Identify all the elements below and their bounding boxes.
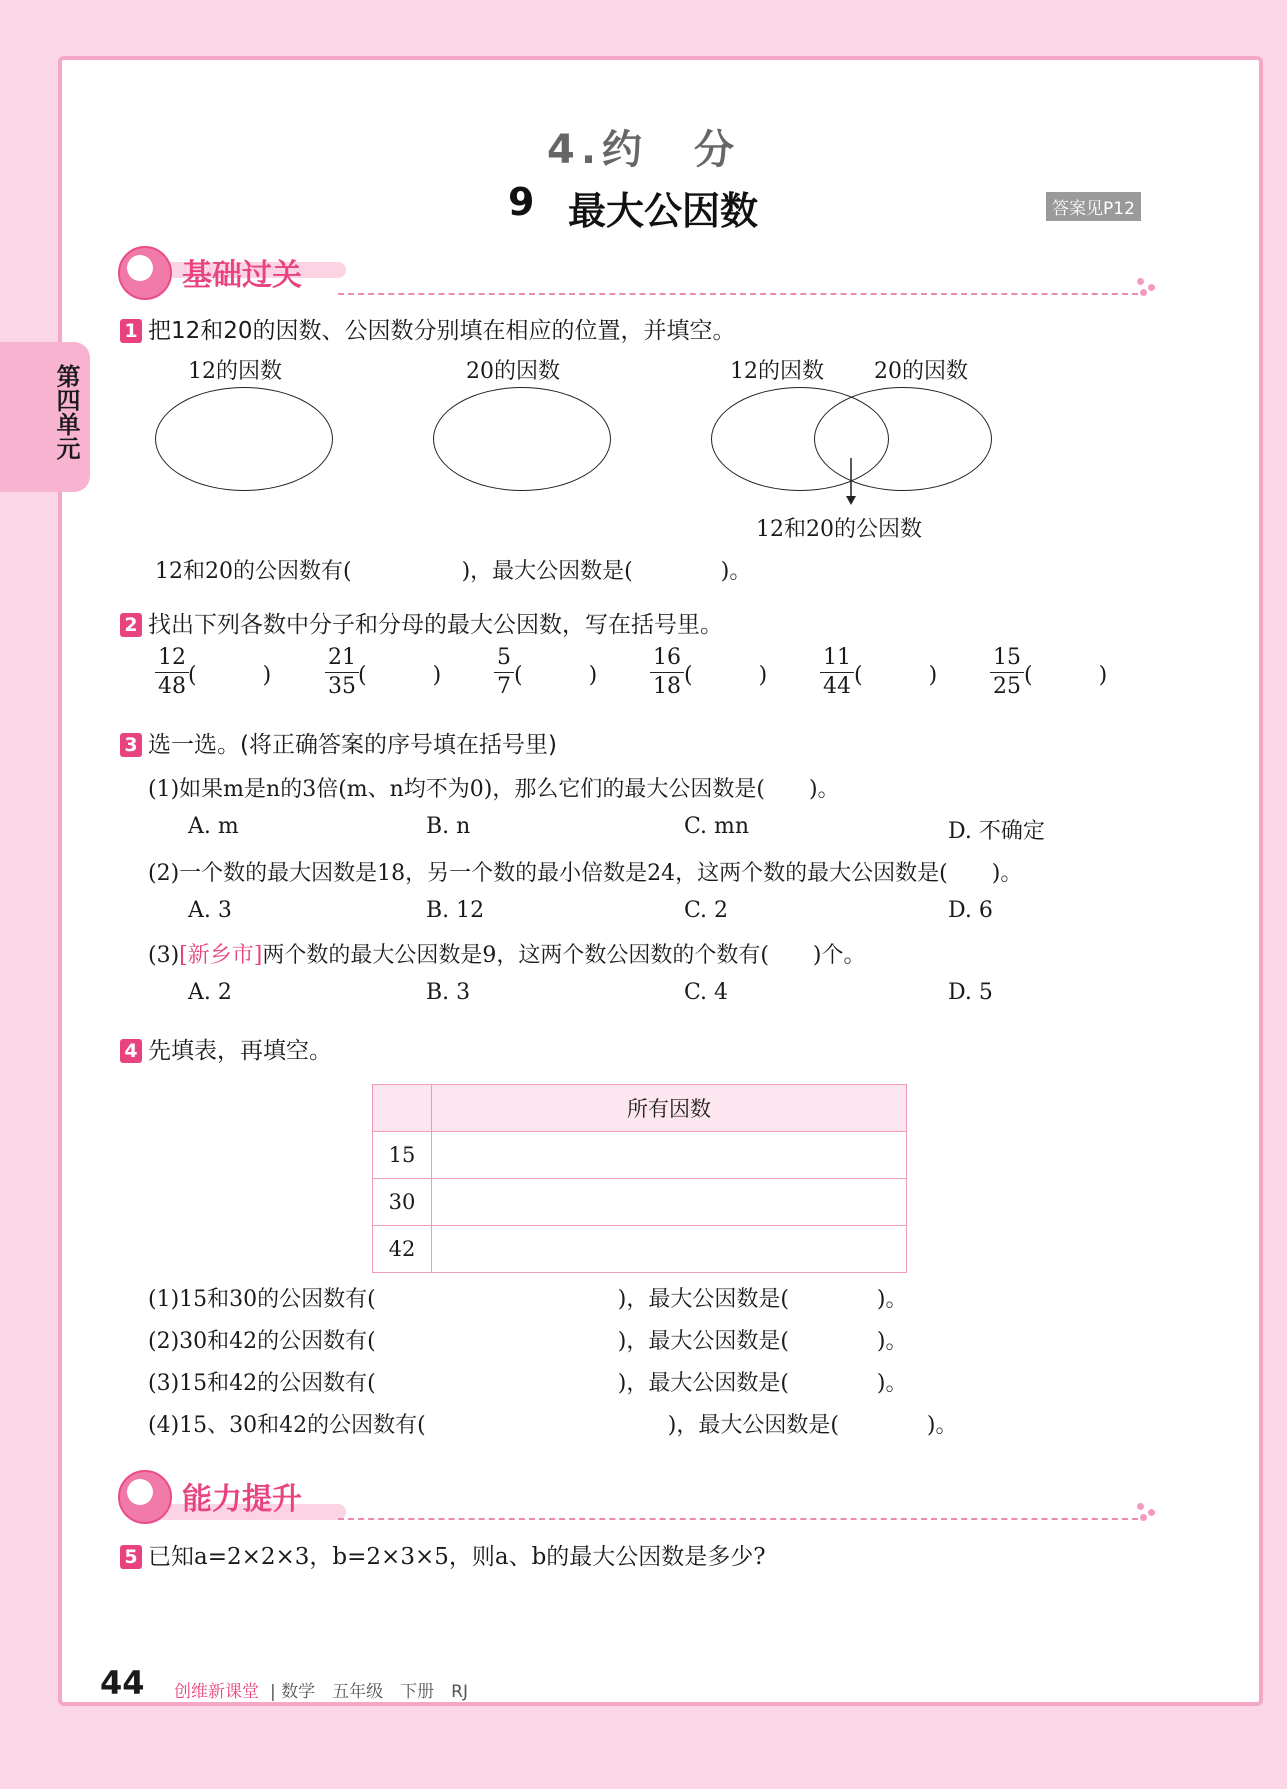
answer-blank[interactable]: ( ) xyxy=(684,663,768,688)
numerator: 11 xyxy=(823,645,851,670)
section-title-basic: 基础过关 xyxy=(182,258,302,293)
fraction xyxy=(990,645,1024,700)
section-divider xyxy=(338,1518,1138,1520)
answer-reference-badge: 答案见P12 xyxy=(1046,192,1141,221)
answer-blank[interactable]: ( ) xyxy=(514,663,598,688)
option-c[interactable]: C. mn xyxy=(684,814,750,839)
answer-blank[interactable]: ( ) xyxy=(188,663,272,688)
footer-brand: 创维新课堂 xyxy=(174,1682,259,1702)
q3-3-stem xyxy=(148,938,866,969)
numerator: 5 xyxy=(497,645,511,670)
table-header-row xyxy=(373,1085,907,1132)
numerator: 16 xyxy=(653,645,681,670)
label-common-factors: 12和20的公因数 xyxy=(756,517,922,542)
answer-blank[interactable]: ( ) xyxy=(854,663,938,688)
unit-side-tab-label: 第四单元 xyxy=(52,364,81,460)
factors-answer-cell[interactable] xyxy=(432,1132,907,1179)
question-2 xyxy=(120,606,723,639)
question-number: 2 xyxy=(120,613,142,637)
unit-side-tab xyxy=(0,342,90,492)
fraction xyxy=(494,645,514,700)
ellipse-12-factors[interactable] xyxy=(155,387,333,491)
table-corner-cell xyxy=(373,1085,432,1132)
q3-2-stem: (2)一个数的最大因数是18，另一个数的最小倍数是24，这两个数的最大公因数是( )。 xyxy=(148,861,1023,886)
question-text: 已知a=2×2×3，b=2×3×5，则a、b的最大公因数是多少? xyxy=(148,1544,766,1570)
question-4 xyxy=(120,1032,332,1065)
denominator: 25 xyxy=(993,674,1021,699)
factors-answer-cell[interactable] xyxy=(432,1226,907,1273)
q4-fill-4: (4)15、30和42的公因数有( )，最大公因数是( )。 xyxy=(148,1413,958,1438)
option-b[interactable]: B. n xyxy=(426,814,471,839)
q4-fill-1: (1)15和30的公因数有( )，最大公因数是( )。 xyxy=(148,1287,908,1312)
option-c[interactable]: C. 4 xyxy=(684,980,729,1005)
question-text: 找出下列各数中分子和分母的最大公因数，写在括号里。 xyxy=(148,612,723,638)
row-label: 42 xyxy=(373,1226,432,1273)
fraction xyxy=(155,645,189,700)
option-b[interactable]: B. 12 xyxy=(426,898,485,923)
label-12-factors-venn: 12的因数 xyxy=(730,359,824,384)
answer-blank[interactable]: ( ) xyxy=(358,663,442,688)
factors-answer-cell[interactable] xyxy=(432,1179,907,1226)
label-12-factors: 12的因数 xyxy=(188,359,282,384)
question-text: 选一选。(将正确答案的序号填在括号里) xyxy=(148,732,557,758)
question-number: 4 xyxy=(120,1039,142,1063)
numerator: 15 xyxy=(993,645,1021,670)
venn-circle-20[interactable] xyxy=(814,387,992,491)
denominator: 48 xyxy=(158,674,186,699)
label-20-factors-venn: 20的因数 xyxy=(874,359,968,384)
fraction xyxy=(650,645,684,700)
footer-meta: | 数学 五年级 下册 RJ xyxy=(270,1682,468,1702)
option-a[interactable]: A. 3 xyxy=(188,898,232,923)
section-divider xyxy=(338,293,1138,295)
option-d[interactable]: D. 5 xyxy=(948,980,993,1005)
table-header: 所有因数 xyxy=(432,1085,907,1132)
mascot-icon xyxy=(118,1470,172,1524)
ellipse-20-factors[interactable] xyxy=(433,387,611,491)
denominator: 44 xyxy=(823,674,851,699)
row-label: 30 xyxy=(373,1179,432,1226)
label-20-factors: 20的因数 xyxy=(466,359,560,384)
q4-fill-3: (3)15和42的公因数有( )，最大公因数是( )。 xyxy=(148,1371,908,1396)
question-number: 1 xyxy=(120,319,142,343)
option-a[interactable]: A. m xyxy=(188,814,239,839)
item-number: (3) xyxy=(148,943,180,968)
arrow-down-icon xyxy=(844,458,858,506)
fraction xyxy=(325,645,359,700)
fraction xyxy=(820,645,854,700)
section-title-advanced: 能力提升 xyxy=(182,1482,302,1517)
table-row xyxy=(373,1132,907,1179)
q3-1-stem: (1)如果m是n的3倍(m、n均不为0)，那么它们的最大公因数是( )。 xyxy=(148,777,840,802)
lesson-title: 最大公因数 xyxy=(568,189,759,233)
table-row xyxy=(373,1179,907,1226)
numerator: 21 xyxy=(328,645,356,670)
numerator: 12 xyxy=(158,645,186,670)
answer-blank[interactable]: ( ) xyxy=(1024,663,1108,688)
question-number: 3 xyxy=(120,733,142,757)
question-text: 先填表，再填空。 xyxy=(148,1038,332,1064)
option-d[interactable]: D. 6 xyxy=(948,898,993,923)
option-b[interactable]: B. 3 xyxy=(426,980,471,1005)
option-a[interactable]: A. 2 xyxy=(188,980,232,1005)
region-tag: [新乡市] xyxy=(179,943,263,968)
q1-fill-line: 12和20的公因数有( )，最大公因数是( )。 xyxy=(155,559,752,584)
chapter-title: 4.约 分 xyxy=(547,127,741,173)
page-number: 44 xyxy=(100,1664,145,1702)
denominator: 35 xyxy=(328,674,356,699)
question-1 xyxy=(120,312,736,345)
lesson-number: 9 xyxy=(508,180,535,224)
factors-table xyxy=(372,1084,907,1273)
question-text: 把12和20的因数、公因数分别填在相应的位置，并填空。 xyxy=(148,318,736,344)
option-d[interactable]: D. 不确定 xyxy=(948,819,1045,844)
table-row xyxy=(373,1226,907,1273)
question-number: 5 xyxy=(120,1545,142,1569)
question-5 xyxy=(120,1538,766,1571)
row-label: 15 xyxy=(373,1132,432,1179)
stem-text: 两个数的最大公因数是9，这两个数公因数的个数有( )个。 xyxy=(262,943,866,968)
q4-fill-2: (2)30和42的公因数有( )，最大公因数是( )。 xyxy=(148,1329,908,1354)
denominator: 18 xyxy=(653,674,681,699)
option-c[interactable]: C. 2 xyxy=(684,898,729,923)
question-3 xyxy=(120,726,557,759)
denominator: 7 xyxy=(497,674,511,699)
mascot-icon xyxy=(118,246,172,300)
